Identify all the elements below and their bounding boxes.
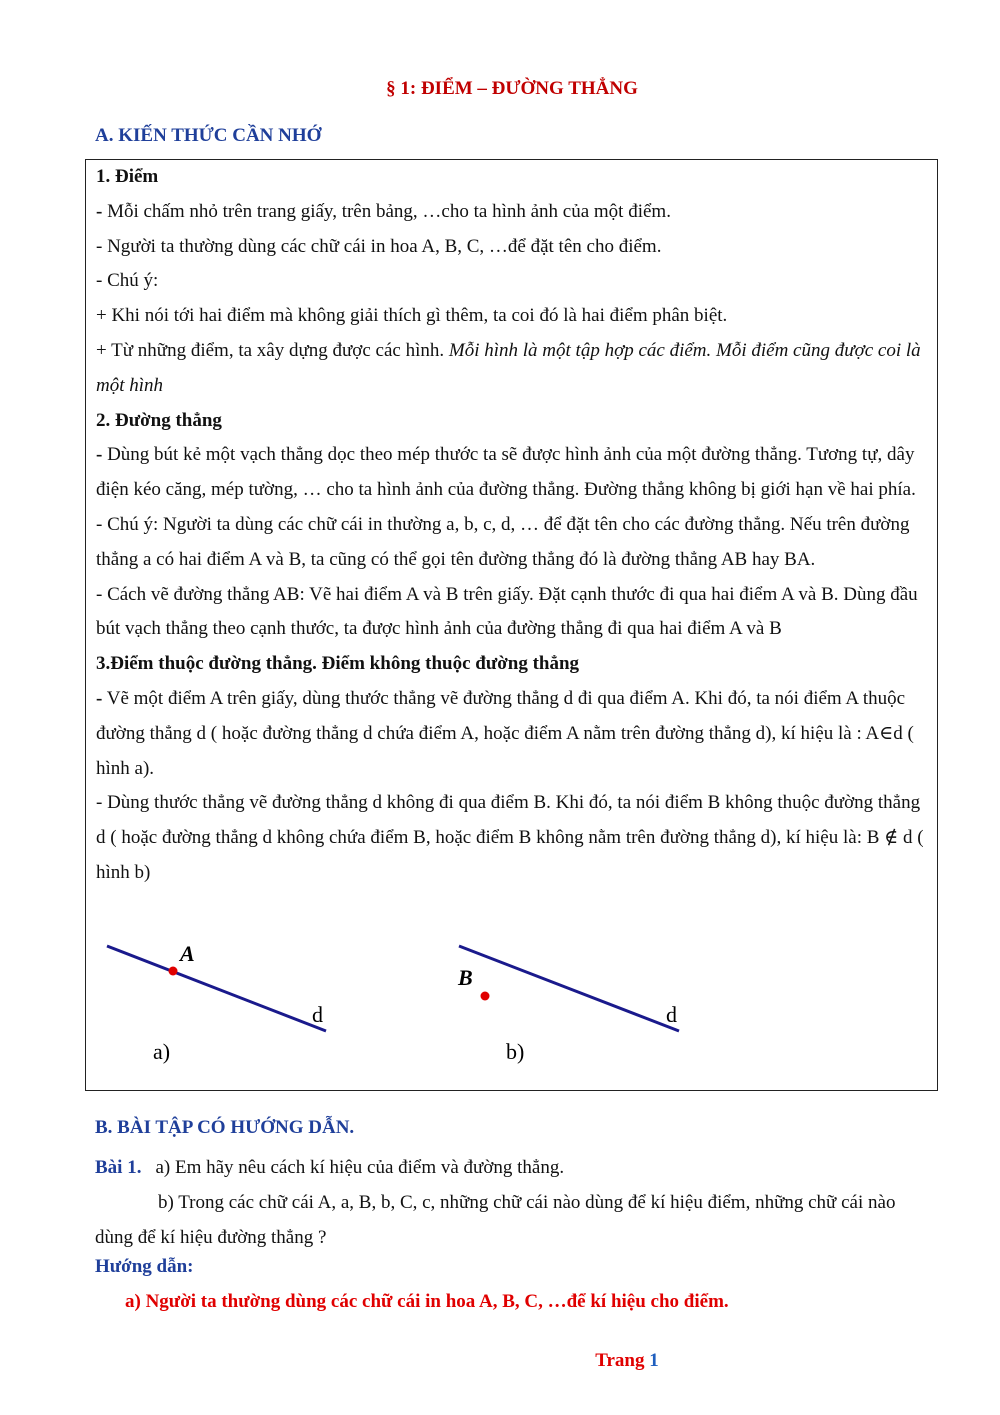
para-9-text: Vẽ một điểm A trên giấy, dùng thước thẳng vẽ đường thẳng d đi qua điểm A. Khi đó, ta nói điểm A thuộc đường thẳng d ( hoặc đường thẳng d chứa điểm A, hoặc điểm A nằm trên đường thẳng d), kí hiệu là : A∈d ( hình a). <box>96 687 914 779</box>
theory-box <box>85 159 938 1091</box>
exercise-label: Bài 1. <box>95 1157 142 1178</box>
page-footer <box>0 1350 1000 1372</box>
para-5-italic: Mỗi hình là một tập hợp các điểm. Mỗi điểm cũng được coi là một hình <box>96 339 921 396</box>
bold-dash: - <box>96 200 103 222</box>
section-a-heading: A. KIẾN THỨC CẦN NHỚ <box>95 125 322 146</box>
label-line-a: d <box>312 1002 323 1027</box>
bold-dash: - <box>96 444 103 466</box>
exercise-1-b <box>95 1185 925 1255</box>
exercise-1-a-text: a) Em hãy nêu cách kí hiệu của điểm và đường thẳng. <box>155 1157 565 1178</box>
label-point-a: A <box>180 941 195 966</box>
guide-label: Hướng dẫn: <box>95 1256 194 1277</box>
section-b-heading: B. BÀI TẬP CÓ HƯỚNG DẪN. <box>95 1117 355 1138</box>
para-10: - Dùng thước thẳng vẽ đường thẳng d không đi qua điểm B. Khi đó, ta nói điểm B không thuộc đường thẳng d ( hoặc đường thẳng d không chứa điểm B, hoặc điểm B không nằm trên đường thẳng d), kí hiệu là: B ∉ d ( hình b) <box>96 792 924 883</box>
figure-lines <box>86 160 936 1090</box>
exercise-1 <box>95 1150 925 1255</box>
bold-dash: - <box>96 687 103 709</box>
point-a <box>169 967 178 976</box>
para-3: - Chú ý: <box>96 270 159 292</box>
label-point-b: B <box>458 965 473 990</box>
page-number: 1 <box>649 1350 659 1371</box>
caption-b: b) <box>506 1039 525 1064</box>
para-6-text: Dùng bút kẻ một vạch thẳng dọc theo mép thước ta sẽ được hình ảnh của một đường thẳng. Tương tự, dây điện kéo căng, mép tường, … cho ta hình ảnh của đường thẳng. Đường thẳng không bị giới hạn về hai phía. <box>96 444 916 501</box>
para-5-text: + Từ những điểm, ta xây dựng được các hình. <box>96 339 449 361</box>
para-2: - Người ta thường dùng các chữ cái in hoa A, B, C, …để đặt tên cho điểm. <box>96 235 662 257</box>
caption-a: a) <box>153 1039 171 1064</box>
para-4: + Khi nói tới hai điểm mà không giải thích gì thêm, ta coi đó là hai điểm phân biệt. <box>96 305 728 327</box>
line-d-a <box>107 946 326 1031</box>
heading-diem: 1. Điểm <box>96 166 159 187</box>
exercise-1-a <box>95 1150 925 1185</box>
point-b <box>481 992 490 1001</box>
heading-duong-thang: 2. Đường thẳng <box>96 409 222 431</box>
line-d-b <box>459 946 679 1031</box>
heading-thuoc: 3.Điểm thuộc đường thẳng. Điểm không thuộc đường thẳng <box>96 653 580 675</box>
para-8: - Cách vẽ đường thẳng AB: Vẽ hai điểm A và B trên giấy. Đặt cạnh thước đi qua hai điểm A và B. Dùng đầu bút vạch thẳng theo cạnh thước, ta được hình ảnh của đường thẳng đi qua hai điểm A và B <box>96 583 918 640</box>
footer-word: Trang <box>595 1350 650 1371</box>
answer-a: a) Người ta thường dùng các chữ cái in hoa A, B, C, …để kí hiệu cho điểm. <box>125 1291 729 1312</box>
para-7: - Chú ý: Người ta dùng các chữ cái in thường a, b, c, d, … để đặt tên cho các đường thẳng. Nếu trên đường thẳng a có hai điểm A và B, ta cũng có thể gọi tên đường thẳng đó là đường thẳng AB hay BA. <box>96 513 910 570</box>
exercise-1-b-text: b) Trong các chữ cái A, a, B, b, C, c, những chữ cái nào dùng để kí hiệu điểm, những chữ cái nào dùng để kí hiệu đường thẳng ? <box>95 1192 896 1248</box>
para-1-text: Mỗi chấm nhỏ trên trang giấy, trên bảng, …cho ta hình ảnh của một điểm. <box>102 200 671 222</box>
label-line-b: d <box>666 1002 677 1027</box>
page-title: § 1: ĐIỂM – ĐƯỜNG THẲNG <box>386 78 638 99</box>
